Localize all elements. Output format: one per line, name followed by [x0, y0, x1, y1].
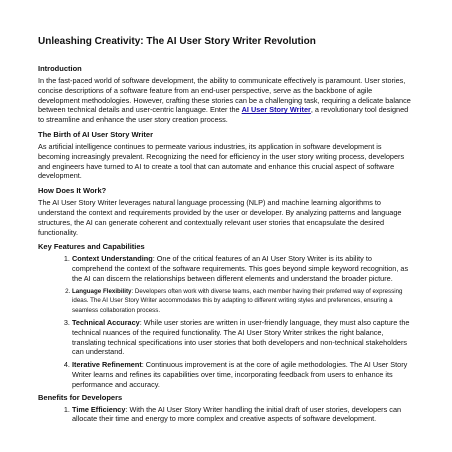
features-list [38, 254, 414, 389]
ai-user-story-writer-link[interactable]: AI User Story Writer [241, 105, 311, 115]
how-paragraph: The AI User Story Writer leverages natural language processing (NLP) and machine learning algorithms to understand the context and requirements provided by the user or developer. By analyzing patterns and language structures, the AI can generate coherent and contextually relevant user stories that encapsulate the desired functionality. [38, 198, 402, 237]
intro-heading: Introduction [38, 64, 82, 73]
feature-text: : One of the critical features of an AI User Story Writer is its ability to comprehend the context of the software requirements. This goes beyond simple keyword recognition, as the AI can discern the relationships between different elements and understand the broader picture. [72, 254, 409, 283]
intro-text-post: , a revolutionary tool designed to streamline and enhance the user story creation process. [38, 105, 409, 125]
list-item [72, 318, 414, 357]
list-item [72, 287, 414, 315]
feature-text: : While user stories are written in user-friendly language, they must also capture the technical nuances of the required functionality. The AI User Story Writer strikes the right balance, translating technical specifications into user stories that both developers and non-technical stakeholders can understand. [72, 317, 410, 357]
feature-text: : Continuous improvement is at the core of agile methodologies. The AI User Story Writer learns and refines its capabilities over time, incorporating feedback from users to enhance its performance and accuracy. [72, 360, 408, 389]
page-title: Unleashing Creativity: The AI User Story Writer Revolution [38, 36, 316, 47]
list-item [72, 254, 414, 283]
feature-term: Iterative Refinement [72, 360, 142, 370]
benefits-heading: Benefits for Developers [38, 392, 123, 402]
features-heading: Key Features and Capabilities [38, 242, 145, 252]
benefits-list [38, 405, 414, 425]
list-item [72, 405, 414, 425]
intro-paragraph [38, 76, 414, 125]
feature-text: : Developers often work with diverse teams, each member having their preferred way of expressing ideas. The AI User Story Writer accommodates this by adapting to different writing styles and preferences, ensuring a seamless collaboration process. [72, 287, 403, 314]
benefit-text: : With the AI User Story Writer handling the initial draft of user stories, developers can allocate their time and energy to more complex and creative aspects of software development. [72, 404, 402, 424]
intro-text-pre: In the fast-paced world of software development, the ability to communicate effectively is paramount. User stories, concise descriptions of a software feature from an end-user perspective, serve as the backbone of agile development methodologies. However, crafting these stories can be a challenging task, requiring a delicate balance between technical details and user-centric language. Enter the [38, 76, 411, 115]
feature-term: Context Understanding [72, 254, 153, 264]
birth-heading: The Birth of AI User Story Writer [38, 129, 154, 139]
how-heading: How Does It Work? [38, 186, 107, 196]
list-item [72, 360, 414, 389]
feature-term: Language Flexibility [72, 287, 132, 295]
feature-term: Technical Accuracy [72, 317, 140, 327]
benefit-term: Time Efficiency [72, 404, 126, 414]
birth-paragraph: As artificial intelligence continues to permeate various industries, its application in software development is becoming increasingly prevalent. Recognizing the need for efficiency in the user story writing process, developers and engineers have turned to AI to create a tool that can automate and enhance this crucial aspect of software development. [38, 141, 405, 181]
